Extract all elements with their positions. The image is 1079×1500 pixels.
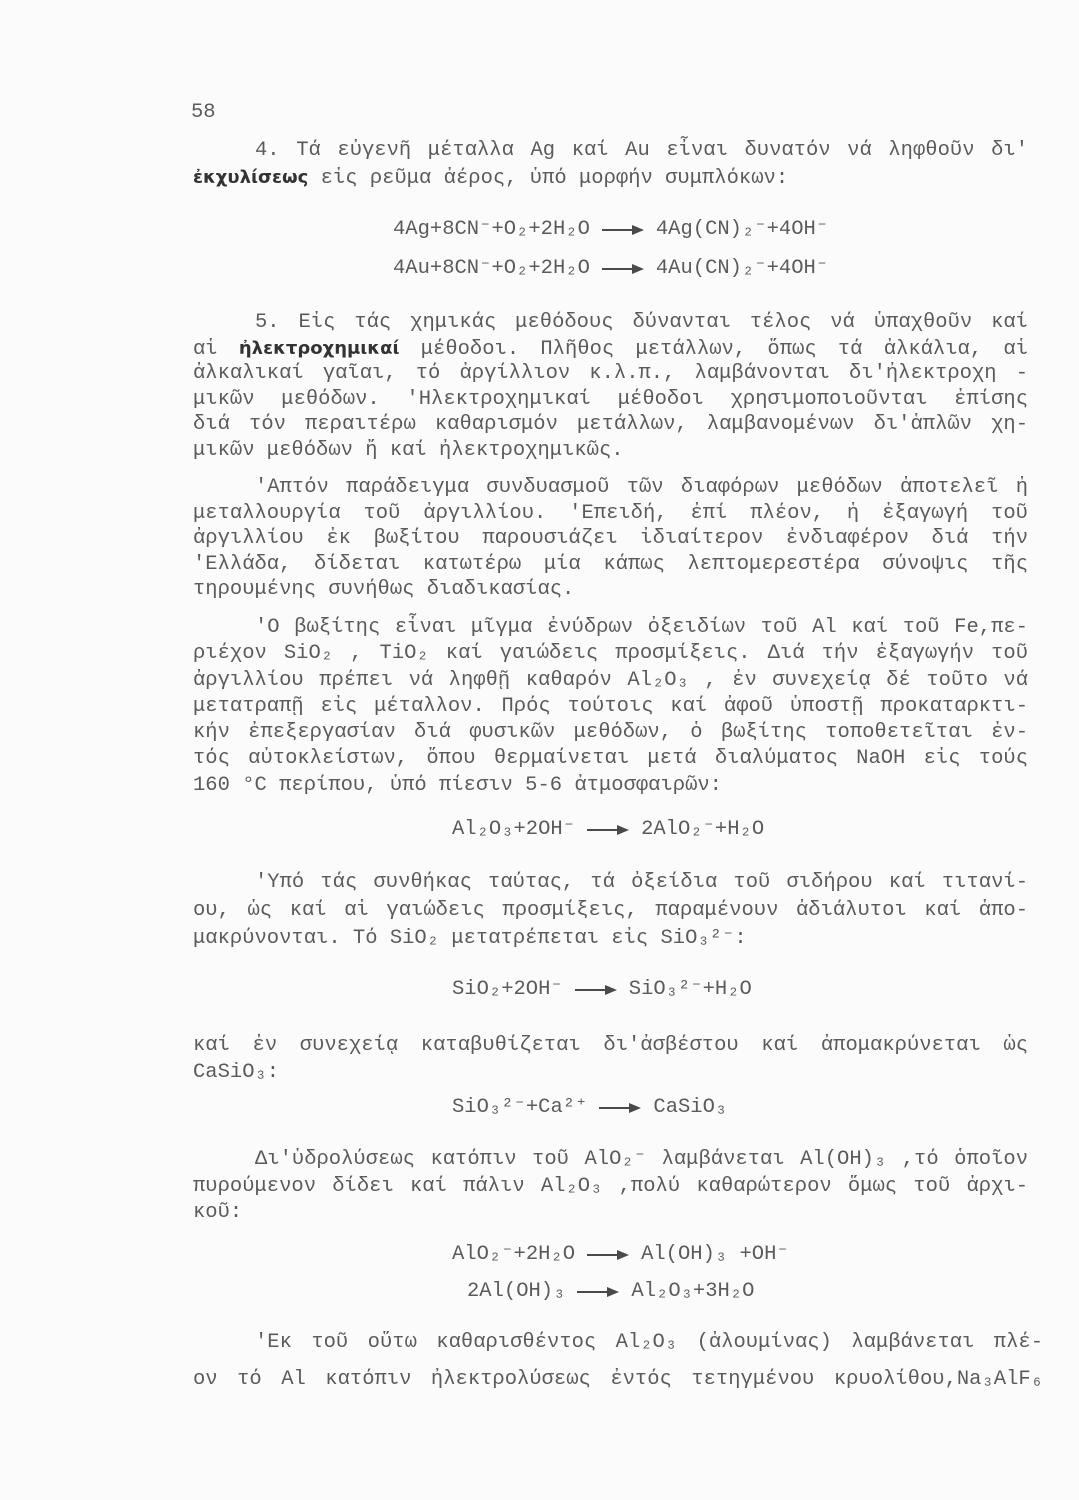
paragraph-line: 160 °C περίπου, ὑπό πίεσιν 5-6 ἀτμοσφαιρῶν: (193, 773, 722, 797)
equation-products: Al₂O₃+3H₂O (631, 1280, 755, 1303)
line-text: εἰς ρεῦμα ἀέρος, ὑπό μορφήν συμπλόκων: (308, 167, 789, 190)
paragraph-line: Δι'ὑδρολύσεως κατόπιν τοῦ AlO₂⁻ λαμβάνεται Al(OH)₃ ,τό ὁποῖον (255, 1148, 1028, 1171)
paragraph-line: τός αὐτοκλείστων, ὅπου θερμαίνεται μετά διαλύματος NaOH εἰς τούς (193, 747, 1028, 771)
paragraph-line (193, 336, 1028, 362)
paragraph-line: ἀλκαλικαί γαῖαι, τό ἀργίλλιον κ.λ.π., λαμβάνονται δι'ἠλεκτροχη - (193, 362, 1028, 386)
equation-reactants: 4Au+8CN⁻+O₂+2H₂O (393, 257, 590, 280)
paragraph-line: μακρύνονται. Τό SiO₂ μετατρέπεται εἰς SiO₃²⁻: (193, 927, 747, 950)
reaction-arrow-icon (587, 1249, 629, 1261)
line-text: μέθοδοι. Πλῆθος μετάλλων, ὅπως τά ἀλκάλια, αἱ (399, 337, 1028, 361)
paragraph-line: 'Εκ τοῦ οὕτω καθαρισθέντος Al₂O₃ (ἀλουμίνας) λαμβάνεται πλέ- (255, 1331, 1043, 1354)
paragraph-insoluble-oxides (193, 869, 1028, 953)
equation-reactants: AlO₂⁻+2H₂O (452, 1243, 576, 1266)
equation-products: Al(OH)₃ +OH⁻ (641, 1243, 789, 1266)
paragraph-aluminium-example (193, 475, 1028, 603)
paragraph-line: ον τό Al κατόπιν ἠλεκτρολύσεως ἐντός τετηγμένου κρυολίθου,Na₃AlF₆ (193, 1368, 1043, 1391)
reaction-arrow-icon (602, 224, 644, 236)
paragraph-line: μετατραπῇ εἰς μέταλλον. Πρός τούτοις καί ἀφοῦ ὑποστῇ προκαταρκτι- (193, 694, 1028, 718)
paragraph-electrochemical-methods (193, 310, 1028, 464)
chemical-equation (452, 1095, 727, 1121)
paragraph-line: πυρούμενον δίδει καί πάλιν Al₂O₃ ,πολύ καθαρώτερον ὅμως τοῦ ἀρχι- (193, 1174, 1028, 1198)
paragraph-electrolysis (193, 1324, 1043, 1398)
bold-term: ἐκχυλίσεως (193, 167, 309, 188)
paragraph-line: CaSiO₃: (193, 1061, 280, 1084)
paragraph-line: μικῶν μεθόδων ἤ καί ἠλεκτροχημικῶς. (193, 438, 624, 462)
paragraph-line: κήν ἐπεξεργασίαν διά φυσικῶν μεθόδων, ὁ βωξίτης τοποθετεῖται ἐν- (193, 721, 1028, 745)
paragraph-line: 4. Τά εὐγενῆ μέταλλα Ag καί Au εἶναι δυνατόν νά ληφθοῦν δι' (255, 139, 1028, 162)
line-text: αἱ (193, 337, 239, 361)
paragraph-line: ου, ὡς καί αἱ γαιώδεις προσμίξεις, παραμένουν ἀδιάλυτοι καί ἀπο- (193, 899, 1028, 922)
reaction-arrow-icon (602, 263, 644, 275)
reaction-arrow-icon (575, 984, 617, 996)
equation-reactants: SiO₂+2OH⁻ (452, 978, 563, 1001)
paragraph-hydrolysis (193, 1147, 1028, 1227)
paragraph-line: ριέχον SiO₂ , TiO₂ καί γαιώδεις προσμίξεις. Διά τήν ἐξαγωγήν τοῦ (193, 642, 1028, 666)
equation-reactants: Al₂O₃+2OH⁻ (452, 818, 576, 841)
paragraph-line: 'Υπό τάς συνθήκας ταύτας, τά ὀξείδια τοῦ σιδήρου καί τιτανί- (255, 871, 1028, 894)
equation-reactants: 2Al(OH)₃ (467, 1280, 566, 1303)
paragraph-noble-metals (193, 137, 1028, 191)
paragraph-line: 5. Εἰς τάς χημικάς μεθόδους δύνανται τέλος νά ὑπαχθοῦν καί (255, 311, 1028, 334)
paragraph-line: 'Απτόν παράδειγμα συνδυασμοῦ τῶν διαφόρων μεθόδων ἀποτελεῖ ἡ (255, 476, 1028, 499)
chemical-equation (452, 1242, 789, 1268)
paragraph-bauxite (193, 615, 1028, 799)
chemical-equation (452, 817, 764, 843)
paragraph-line: κοῦ: (193, 1201, 243, 1224)
paragraph-line: ἀργιλλίου ἐκ βωξίτου παρουσιάζει ἰδιαίτερον ἐνδιαφέρον διά τήν (193, 527, 1028, 550)
page-number: 58 (191, 101, 216, 124)
equation-reactants: 4Ag+8CN⁻+O₂+2H₂O (393, 218, 590, 241)
paragraph-line: μικῶν μεθόδων. 'Ηλεκτροχημικαί μέθοδοι χρησιμοποιοῦνται ἐπίσης (193, 387, 1028, 411)
paragraph-line (193, 164, 1028, 191)
equation-products: CaSiO₃ (653, 1096, 728, 1119)
paragraph-line: 'Ο βωξίτης εἶναι μῖγμα ἐνύδρων ὀξειδίων τοῦ Al καί τοῦ Fe,πε- (255, 616, 1028, 639)
paragraph-line: ἀργιλλίου πρέπει νά ληφθῇ καθαρόν Al₂O₃ , ἐν συνεχείᾳ δέ τοῦτο νά (193, 668, 1028, 692)
equation-products: SiO₃²⁻+H₂O (628, 978, 752, 1001)
chemical-equation (393, 217, 828, 243)
paragraph-line: καί ἐν συνεχείᾳ καταβυθίζεται δι'ἀσβέστου καί ἀπομακρύνεται ὡς (193, 1034, 1028, 1057)
equation-products: 4Ag(CN)₂⁻+4OH⁻ (655, 218, 829, 241)
bold-term: ἠλεκτροχημικαί (238, 337, 400, 359)
reaction-arrow-icon (599, 1102, 641, 1114)
reaction-arrow-icon (577, 1286, 619, 1298)
paragraph-silicate-removal (193, 1032, 1028, 1086)
reaction-arrow-icon (587, 824, 629, 836)
paragraph-line: τηρουμένης συνήθως διαδικασίας. (193, 578, 575, 601)
chemical-equation (452, 977, 752, 1003)
equation-products: 4Au(CN)₂⁻+4OH⁻ (655, 257, 829, 280)
equation-products: 2AlO₂⁻+H₂O (641, 818, 765, 841)
paragraph-line: διά τόν περαιτέρω καθαρισμόν μετάλλων, λαμβανομένων δι'ἁπλῶν χη- (193, 413, 1028, 437)
paragraph-line: 'Ελλάδα, δίδεται κατωτέρω μία κάπως λεπτομερεστέρα σύνοψις τῆς (193, 552, 1028, 576)
chemical-equation (467, 1279, 754, 1305)
paragraph-line: μεταλλουργία τοῦ ἀργιλλίου. 'Επειδή, ἐπί πλέον, ἡ ἐξαγωγή τοῦ (193, 501, 1028, 525)
chemical-equation (393, 256, 828, 282)
equation-reactants: SiO₃²⁻+Ca²⁺ (452, 1096, 588, 1119)
